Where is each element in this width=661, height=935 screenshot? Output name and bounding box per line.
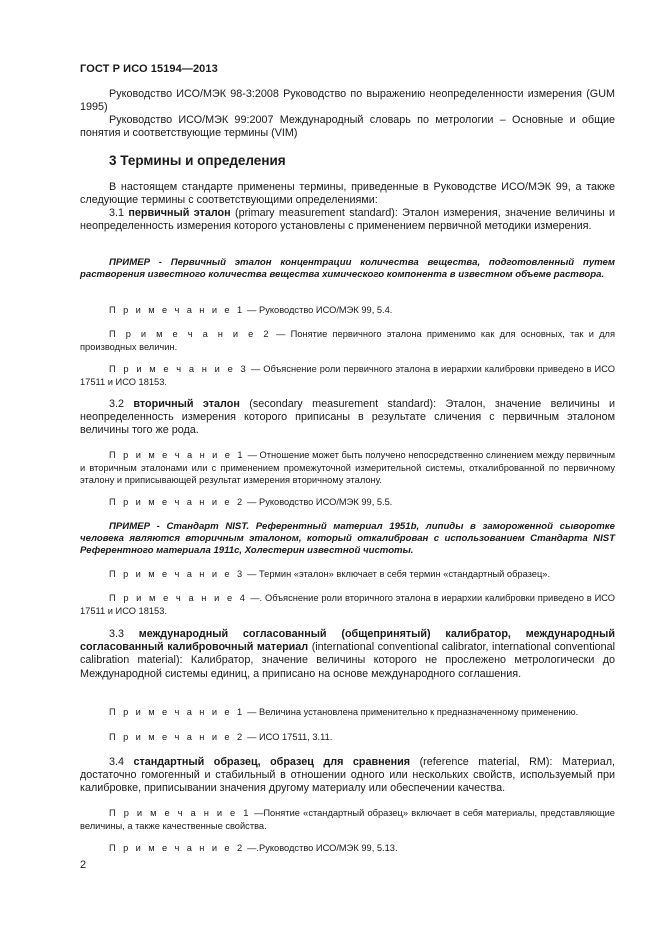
note-text: — Величина установлена применительно к предназначенному применению. [247,707,579,717]
note-3-2-3 [80,568,615,581]
term-number: 3.3 [109,628,125,640]
note-3-2-1 [80,449,615,487]
reference-vim: Руководство ИСО/МЭК 99:2007 Международный словарь по метрологии – Основные и общие понятия и соответствующие термины (VIM) [80,114,615,140]
note-label: П р и м е ч а н и е 1 [109,450,245,460]
note-3-3-1 [80,706,615,719]
term-3-3 [80,628,615,681]
reference-gum: Руководство ИСО/МЭК 98-3:2008 Руководство по выражению неопределенности измерения (GUM 1995) [80,88,615,114]
note-3-2-4 [80,592,615,617]
example-3-2: ПРИМЕР - Стандарт NIST. Референтный материал 1951b, липиды в замороженной сыворотке человека являются вторичным эталоном, который откалиброван с использованием Стандарта NIST Референтного материала 1911c, Холестерин известной чистоты. [80,521,615,556]
note-text: — Отношение может быть получено непосредственно слинением между первичным и вторичным эталонами или с применением промежуточной измерительной системы, откалиброванной по первичному эталону и приписывающей результат измерения вторичному эталону. [80,450,615,486]
note-text: —. Объяснение роли вторичного эталона в иерархии калибровки приведено в ИСО 17511 и ИСО 18153. [80,593,615,616]
note-label: П р и м е ч а н и е 2 [109,497,245,507]
term-definition: Эталон измерения, значение величины и неопределенность измерения которого установлены с применением первичной методики измерения. [80,207,616,233]
note-label: П р и м е ч а н и е 3 [109,364,249,374]
note-label: П р и м е ч а н и е 1 [109,808,251,818]
note-text: — Термин «эталон» включает в себя термин «стандартный образец». [247,569,551,579]
note-label: П р и м е ч а н и е 2 [109,843,245,853]
term-definition: Калибратор, значение величины которого не прослежено метрологически до Международной системы единиц, а приписано на основе международного соглашения. [80,654,616,680]
term-3-1 [80,207,615,233]
term-number: 3.4 [109,756,125,768]
term-english: (international conventional calibrator, international conventional calibration material): [80,641,616,667]
note-3-4-2 [80,842,615,855]
term-name: стандартный образец, образец для сравнения [133,756,411,768]
note-3-2-2 [80,496,615,509]
note-text: — Руководство ИСО/МЭК 99, 5.5. [247,497,393,507]
note-text: — Понятие первичного эталона применимо как для основных, так и для производных величин. [80,329,615,352]
note-label: П р и м е ч а н и е 3 [109,569,245,579]
term-english: (secondary measurement standard): [249,398,437,410]
note-text: —.Руководство ИСО/МЭК 99, 5.13. [247,843,398,853]
term-definition: Эталон, значение величины и неопределенность измерения которого приписаны в результате сличения с первичным эталоном величины того же рода. [80,398,616,437]
note-3-1-1 [80,304,615,317]
note-label: П р и м е ч а н и е 1 [109,305,245,315]
note-3-1-2 [80,328,615,353]
note-text: — Объяснение роли первичного эталона в иерархии калибровки приведено в ИСО 17511 и ИСО 18153. [80,364,615,387]
section-title: 3 Термины и определения [109,153,286,168]
note-text: — ИСО 17511, 3.11. [247,732,333,742]
term-3-4 [80,756,615,796]
standard-header: ГОСТ Р ИСО 15194—2013 [80,63,218,75]
note-3-4-1 [80,807,615,832]
note-label: П р и м е ч а н и е 2 [109,329,271,339]
term-name: первичный эталон [128,207,231,219]
term-english: (reference material, RM): [419,756,553,768]
intro-paragraph: В настоящем стандарте применены термины, приведенные в Руководстве ИСО/МЭК 99, а также следующие термины с соответствующими определениями: [80,181,615,207]
example-3-1: ПРИМЕР - Первичный эталон концентрации количества вещества, подготовленный путем растворения известного количества вещества химического компонента в известном объеме раствора. [80,257,615,280]
term-name: вторичный эталон [133,398,240,410]
page-number: 2 [80,859,87,871]
term-definition: Материал, достаточно гомогенный и стабильный в отношении одного или нескольких свойств, используемый при калибровке, приписывании значения другому материалу или обеспечении качества. [80,756,616,795]
term-number: 3.1 [109,207,125,219]
note-label: П р и м е ч а н и е 2 [109,732,245,742]
term-name: международный согласованный (общепринятый) калибратор, международный согласованный калибровочный материал [80,628,616,654]
note-label: П р и м е ч а н и е 4 [109,593,248,603]
note-text: —Понятие «стандартный образец» включает в себя материалы, представляющие величины, а также качественные свойства. [80,808,615,831]
note-3-3-2 [80,731,615,744]
term-english: (primary measurement standard): [234,207,398,219]
note-label: П р и м е ч а н и е 1 [109,707,245,717]
term-3-2 [80,398,615,438]
note-3-1-3 [80,363,615,388]
note-text: — Руководство ИСО/МЭК 99, 5.4. [247,305,393,315]
term-number: 3.2 [109,398,125,410]
